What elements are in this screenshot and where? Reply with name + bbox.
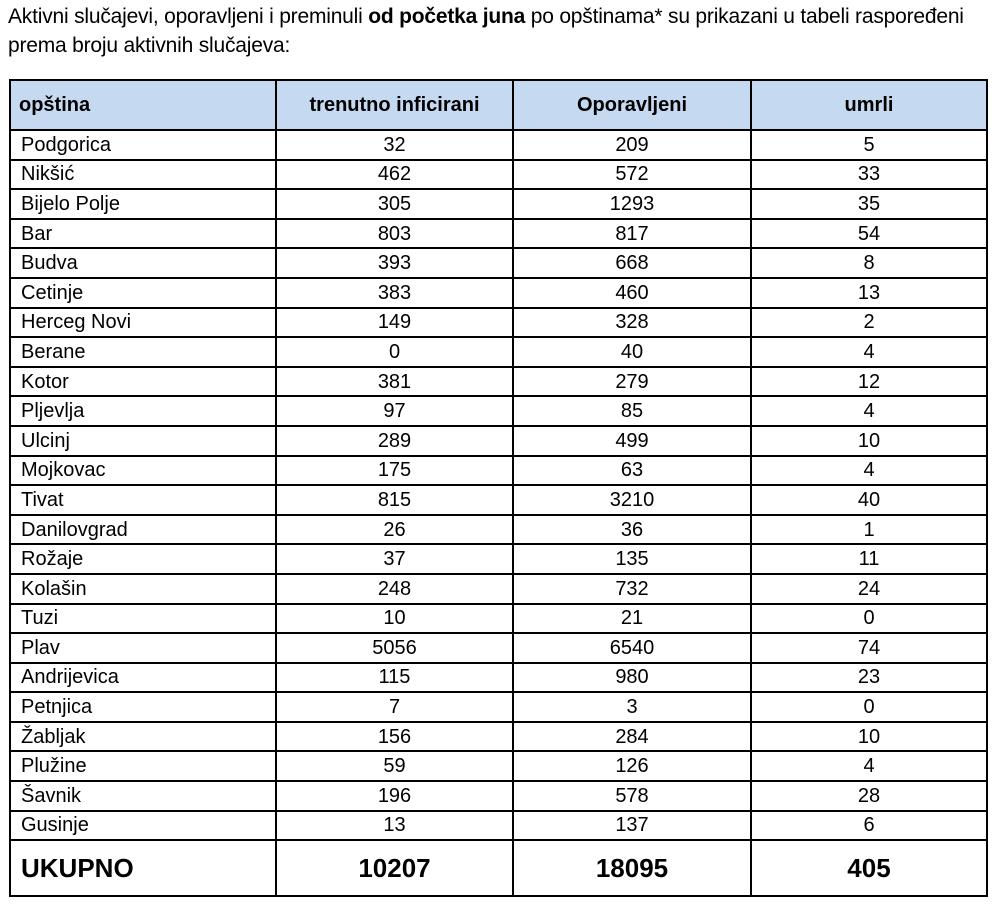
municipality-cell: Cetinje: [10, 278, 276, 308]
deceased-cell: 74: [751, 633, 987, 663]
recovered-cell: 578: [513, 781, 751, 811]
municipality-cell: Ulcinj: [10, 426, 276, 456]
total-label: UKUPNO: [10, 840, 276, 896]
municipality-cell: Petnjica: [10, 692, 276, 722]
recovered-cell: 328: [513, 308, 751, 338]
deceased-cell: 10: [751, 722, 987, 752]
table-row: [10, 278, 987, 308]
recovered-cell: 36: [513, 515, 751, 545]
total-active: 10207: [276, 840, 513, 896]
active-cell: 97: [276, 396, 513, 426]
recovered-cell: 63: [513, 456, 751, 486]
intro-text-bold: od početka juna: [368, 5, 526, 28]
table-row: [10, 722, 987, 752]
active-cell: 0: [276, 337, 513, 367]
active-cell: 383: [276, 278, 513, 308]
table-row: [10, 367, 987, 397]
municipality-cell: Berane: [10, 337, 276, 367]
recovered-cell: 572: [513, 160, 751, 190]
municipality-cell: Mojkovac: [10, 456, 276, 486]
active-cell: 248: [276, 574, 513, 604]
table-row: [10, 426, 987, 456]
deceased-cell: 28: [751, 781, 987, 811]
deceased-cell: 6: [751, 811, 987, 841]
active-cell: 59: [276, 751, 513, 781]
table-row: [10, 574, 987, 604]
active-cell: 393: [276, 248, 513, 278]
table-row: [10, 485, 987, 515]
total-row: [10, 840, 987, 896]
recovered-cell: 6540: [513, 633, 751, 663]
active-cell: 381: [276, 367, 513, 397]
active-cell: 37: [276, 544, 513, 574]
deceased-cell: 5: [751, 130, 987, 160]
table-row: [10, 692, 987, 722]
table-row: [10, 456, 987, 486]
header-active: trenutno inficirani: [276, 80, 513, 130]
municipality-cell: Rožaje: [10, 544, 276, 574]
municipality-cell: Andrijevica: [10, 663, 276, 693]
table-row: [10, 337, 987, 367]
recovered-cell: 732: [513, 574, 751, 604]
recovered-cell: 668: [513, 248, 751, 278]
deceased-cell: 0: [751, 692, 987, 722]
municipality-cell: Budva: [10, 248, 276, 278]
intro-text-start: Aktivni slučajevi, oporavljeni i preminuli: [8, 5, 369, 28]
table-row: [10, 219, 987, 249]
header-recovered: Oporavljeni: [513, 80, 751, 130]
recovered-cell: 284: [513, 722, 751, 752]
table-row: [10, 604, 987, 634]
active-cell: 7: [276, 692, 513, 722]
deceased-cell: 4: [751, 337, 987, 367]
recovered-cell: 499: [513, 426, 751, 456]
active-cell: 462: [276, 160, 513, 190]
municipality-cell: Žabljak: [10, 722, 276, 752]
active-cell: 26: [276, 515, 513, 545]
recovered-cell: 126: [513, 751, 751, 781]
table-row: [10, 130, 987, 160]
recovered-cell: 980: [513, 663, 751, 693]
recovered-cell: 85: [513, 396, 751, 426]
recovered-cell: 1293: [513, 189, 751, 219]
active-cell: 815: [276, 485, 513, 515]
table-row: [10, 308, 987, 338]
deceased-cell: 10: [751, 426, 987, 456]
active-cell: 305: [276, 189, 513, 219]
municipality-cell: Herceg Novi: [10, 308, 276, 338]
table-row: [10, 781, 987, 811]
deceased-cell: 54: [751, 219, 987, 249]
recovered-cell: 40: [513, 337, 751, 367]
deceased-cell: 40: [751, 485, 987, 515]
deceased-cell: 0: [751, 604, 987, 634]
municipality-cell: Šavnik: [10, 781, 276, 811]
recovered-cell: 817: [513, 219, 751, 249]
active-cell: 156: [276, 722, 513, 752]
municipality-cell: Podgorica: [10, 130, 276, 160]
active-cell: 13: [276, 811, 513, 841]
municipality-cell: Bar: [10, 219, 276, 249]
municipality-cell: Danilovgrad: [10, 515, 276, 545]
header-municipality: opština: [10, 80, 276, 130]
active-cell: 803: [276, 219, 513, 249]
active-cell: 10: [276, 604, 513, 634]
municipality-cell: Kotor: [10, 367, 276, 397]
deceased-cell: 11: [751, 544, 987, 574]
deceased-cell: 23: [751, 663, 987, 693]
recovered-cell: 137: [513, 811, 751, 841]
intro-text-end: po opštinama* su prikazani u tabeli raspoređeni prema broju aktivnih slučajeva:: [8, 5, 964, 57]
table-row: [10, 248, 987, 278]
recovered-cell: 21: [513, 604, 751, 634]
total-deceased: 405: [751, 840, 987, 896]
municipality-cell: Kolašin: [10, 574, 276, 604]
active-cell: 289: [276, 426, 513, 456]
active-cell: 115: [276, 663, 513, 693]
recovered-cell: 460: [513, 278, 751, 308]
table-row: [10, 544, 987, 574]
deceased-cell: 35: [751, 189, 987, 219]
recovered-cell: 3210: [513, 485, 751, 515]
municipality-cell: Nikšić: [10, 160, 276, 190]
recovered-cell: 135: [513, 544, 751, 574]
table-row: [10, 189, 987, 219]
deceased-cell: 33: [751, 160, 987, 190]
deceased-cell: 4: [751, 396, 987, 426]
municipality-cell: Tuzi: [10, 604, 276, 634]
deceased-cell: 4: [751, 751, 987, 781]
active-cell: 5056: [276, 633, 513, 663]
active-cell: 149: [276, 308, 513, 338]
municipality-cell: Plav: [10, 633, 276, 663]
cases-table: [9, 79, 988, 897]
recovered-cell: 279: [513, 367, 751, 397]
deceased-cell: 8: [751, 248, 987, 278]
municipality-cell: Gusinje: [10, 811, 276, 841]
header-deceased: umrli: [751, 80, 987, 130]
active-cell: 32: [276, 130, 513, 160]
deceased-cell: 24: [751, 574, 987, 604]
deceased-cell: 1: [751, 515, 987, 545]
municipality-cell: Pljevlja: [10, 396, 276, 426]
table-row: [10, 396, 987, 426]
table-row: [10, 751, 987, 781]
table-row: [10, 160, 987, 190]
total-recovered: 18095: [513, 840, 751, 896]
deceased-cell: 2: [751, 308, 987, 338]
deceased-cell: 12: [751, 367, 987, 397]
table-row: [10, 811, 987, 841]
table-header-row: [10, 80, 987, 130]
table-row: [10, 633, 987, 663]
recovered-cell: 209: [513, 130, 751, 160]
municipality-cell: Plužine: [10, 751, 276, 781]
table-row: [10, 663, 987, 693]
deceased-cell: 4: [751, 456, 987, 486]
table-row: [10, 515, 987, 545]
recovered-cell: 3: [513, 692, 751, 722]
municipality-cell: Tivat: [10, 485, 276, 515]
active-cell: 175: [276, 456, 513, 486]
municipality-cell: Bijelo Polje: [10, 189, 276, 219]
deceased-cell: 13: [751, 278, 987, 308]
active-cell: 196: [276, 781, 513, 811]
intro-paragraph: [8, 2, 988, 60]
